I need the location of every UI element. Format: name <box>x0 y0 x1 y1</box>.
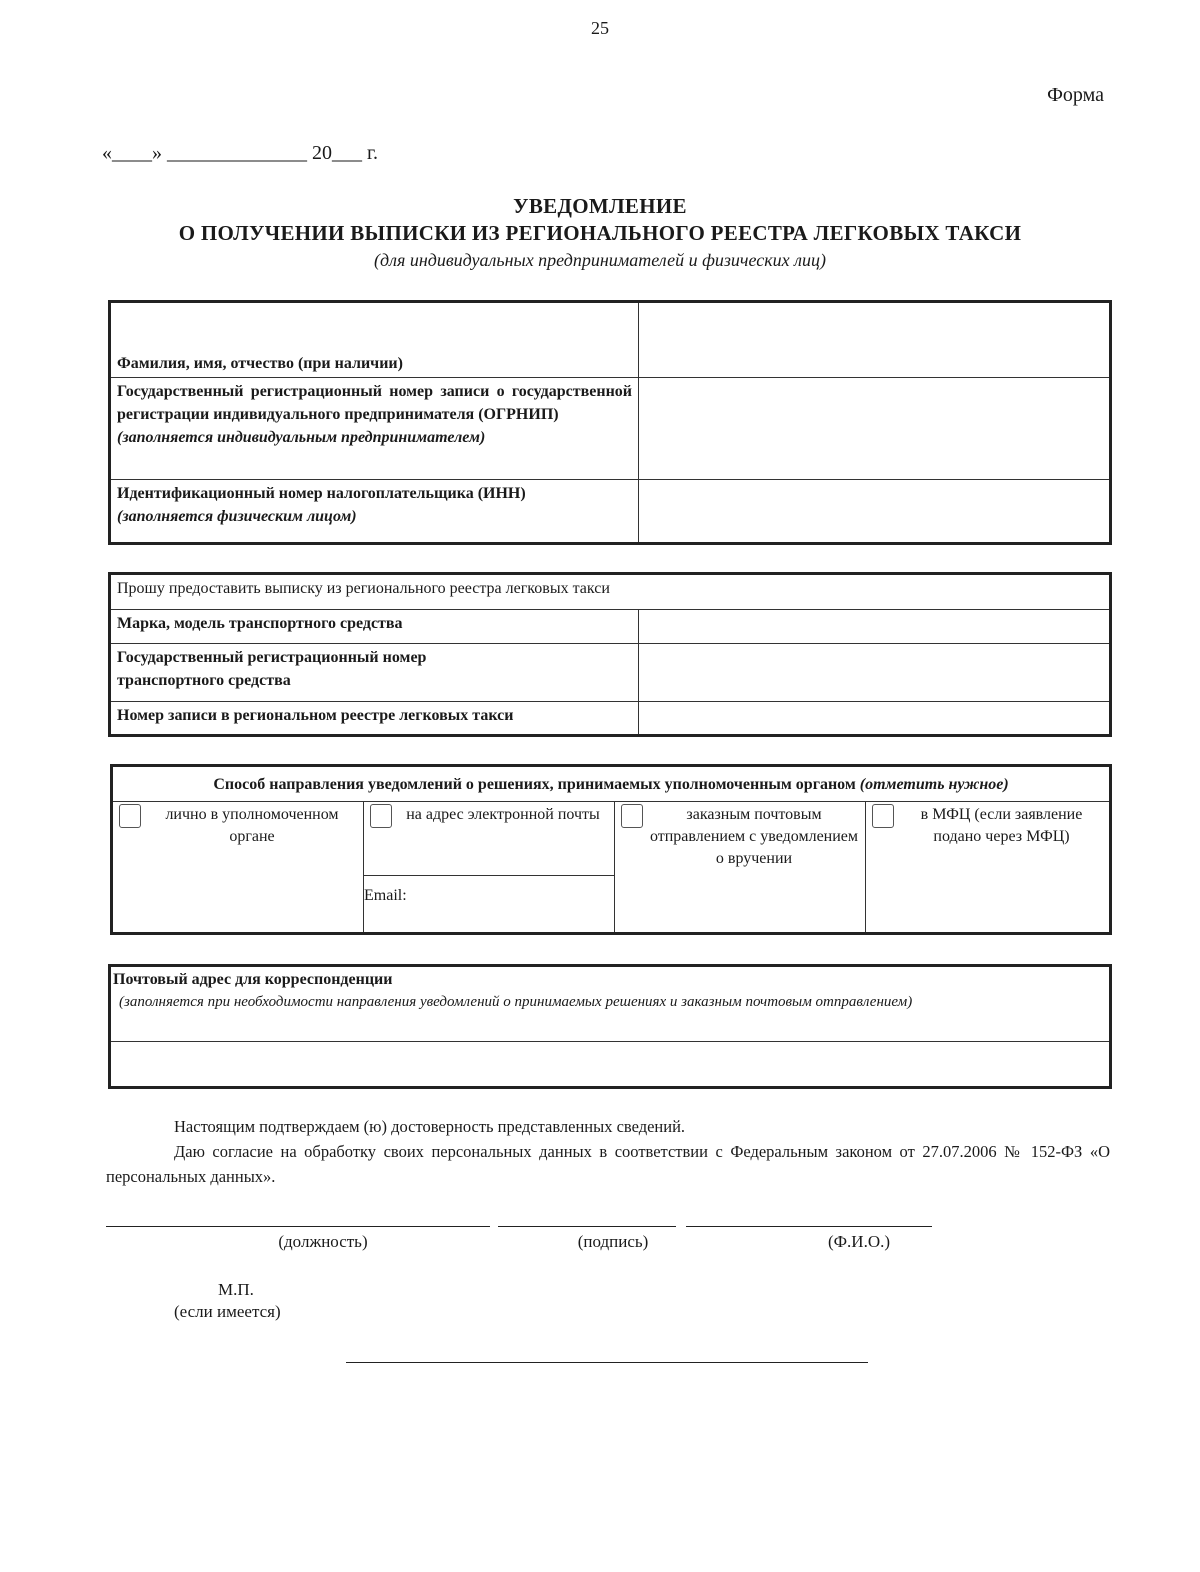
registry-record-input-cell[interactable] <box>639 702 1111 736</box>
vehicle-model-input-cell[interactable] <box>639 610 1111 644</box>
fio-input-cell[interactable] <box>639 302 1111 378</box>
ogrnip-input-cell[interactable] <box>639 378 1111 480</box>
ogrnip-label-cell <box>110 378 639 480</box>
notification-header-cell <box>112 766 1111 802</box>
option-email[interactable] <box>364 802 615 876</box>
option-registered-mail[interactable] <box>615 802 866 934</box>
option-mfc[interactable] <box>866 802 1111 934</box>
option-mfc-label: в МФЦ (если заявление подано через МФЦ) <box>920 806 1083 845</box>
page-number: 25 <box>591 18 609 38</box>
vehicle-reg-label: Государственный регистрационный номер транспортного средства <box>117 649 427 689</box>
postal-label-cell <box>110 966 1111 1042</box>
subtitle: (для индивидуальных предпринимателей и физических лиц) <box>374 250 826 270</box>
vehicle-reg-input-cell[interactable] <box>639 644 1111 702</box>
notification-header: Способ направления уведомлений о решениях, принимаемых уполномоченным органом <box>213 776 856 793</box>
consent-line-2: Даю согласие на обработку своих персональных данных в соответствии с Федеральным законом от 27.07.2006 № 152-ФЗ «О персональных данных». <box>106 1142 1110 1186</box>
fio-signature-label: (Ф.И.О.) <box>827 1232 891 1251</box>
stamp-label: М.П. <box>218 1280 254 1299</box>
email-label: Email: <box>364 887 407 904</box>
request-text: Прошу предоставить выписку из регионального реестра легковых такси <box>117 580 610 597</box>
registry-record-label: Номер записи в региональном реестре легковых такси <box>117 707 514 724</box>
stamp-note: (если имеется) <box>174 1302 281 1321</box>
email-input-cell[interactable] <box>364 876 615 934</box>
postal-input-cell[interactable] <box>110 1042 1111 1088</box>
request-table <box>108 572 1112 737</box>
inn-note: (заполняется физическим лицом) <box>117 508 357 525</box>
postal-note: (заполняется при необходимости направления уведомлений о принимаемых решениях и заказным почтовым отправлением) <box>119 994 913 1010</box>
option-registered-mail-label: заказным почтовым отправлением с уведомлением о вручении <box>649 806 859 867</box>
vehicle-model-label: Марка, модель транспортного средства <box>117 615 403 632</box>
inn-input-cell[interactable] <box>639 480 1111 544</box>
ogrnip-note: (заполняется индивидуальным предпринимателем) <box>117 429 486 446</box>
position-label: (должность) <box>278 1232 368 1251</box>
consent-text <box>106 1114 1110 1189</box>
notification-table <box>110 764 1112 935</box>
notification-header-note: (отметить нужное) <box>859 776 1009 793</box>
vehicle-reg-label-cell <box>110 644 639 702</box>
fio-label-cell <box>110 302 639 378</box>
applicant-table <box>108 300 1112 545</box>
registry-record-label-cell <box>110 702 639 736</box>
option-in-person[interactable] <box>112 802 364 934</box>
fio-line[interactable] <box>686 1226 932 1227</box>
signature-line[interactable] <box>498 1226 676 1227</box>
title-line-2: О ПОЛУЧЕНИИ ВЫПИСКИ ИЗ РЕГИОНАЛЬНОГО РЕЕСТРА ЛЕГКОВЫХ ТАКСИ <box>178 221 1022 245</box>
option-in-person-label: лично в уполномоченном органе <box>165 806 339 845</box>
inn-label: Идентификационный номер налогоплательщика (ИНН) <box>117 485 526 502</box>
position-line[interactable] <box>106 1226 490 1227</box>
option-email-label: на адрес электронной почты <box>406 806 600 823</box>
vehicle-model-label-cell <box>110 610 639 644</box>
date-line: «____» ______________ 20___ г. <box>102 142 378 164</box>
consent-line-1: Настоящим подтверждаем (ю) достоверность представленных сведений. <box>174 1117 686 1136</box>
checkbox-mfc[interactable] <box>872 804 894 828</box>
ogrnip-label: Государственный регистрационный номер записи о государственной регистрации индивидуального предпринимателя (ОГРНИП) <box>117 383 632 423</box>
signature-label: (подпись) <box>577 1232 649 1251</box>
checkbox-registered-mail[interactable] <box>621 804 643 828</box>
postal-label: Почтовый адрес для корреспонденции <box>113 971 393 988</box>
separator-line <box>346 1362 868 1363</box>
postal-table <box>108 964 1112 1089</box>
request-text-cell <box>110 574 1111 610</box>
checkbox-email[interactable] <box>370 804 392 828</box>
inn-label-cell <box>110 480 639 544</box>
title-line-1: УВЕДОМЛЕНИЕ <box>513 194 687 218</box>
checkbox-in-person[interactable] <box>119 804 141 828</box>
form-label: Форма <box>1047 84 1104 106</box>
fio-label: Фамилия, имя, отчество (при наличии) <box>117 355 403 372</box>
